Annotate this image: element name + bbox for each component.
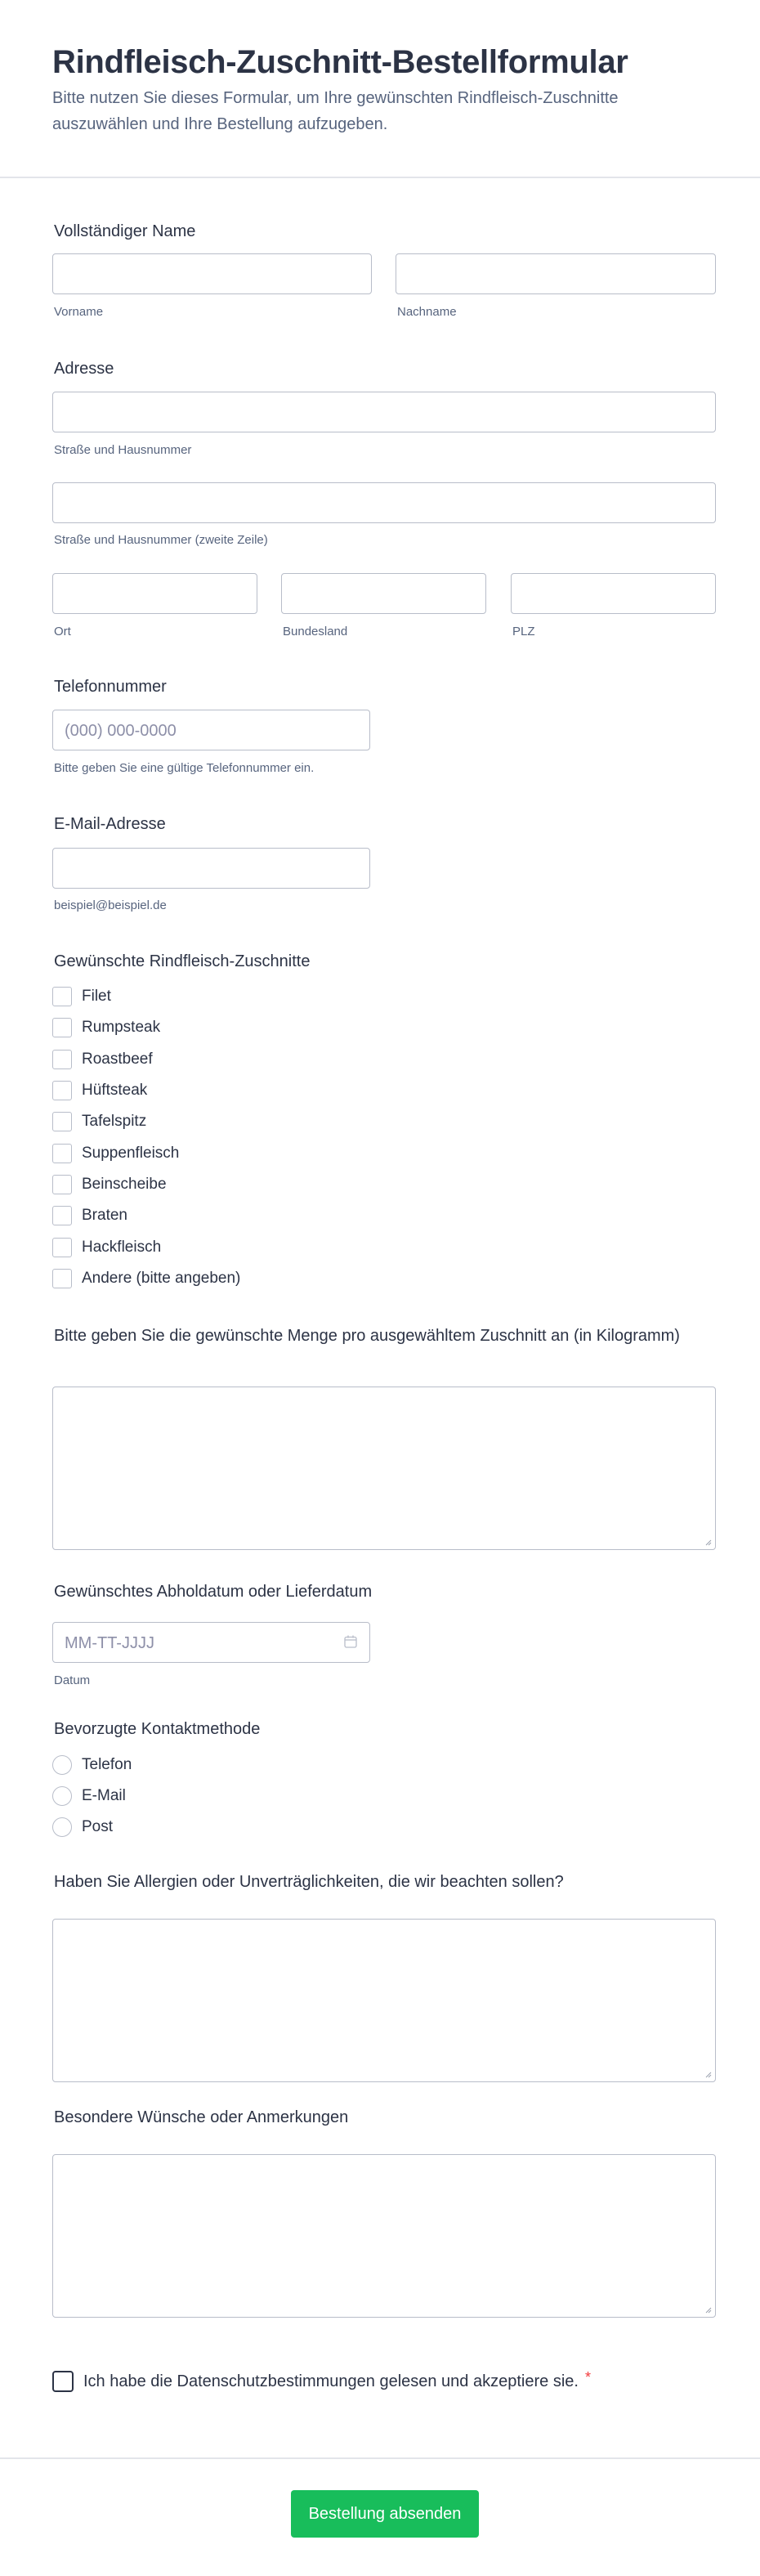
cut-checkbox[interactable] (52, 1206, 72, 1225)
cuts-label: Gewünschte Rindfleisch-Zuschnitte (54, 952, 311, 970)
street-line2-input[interactable] (52, 482, 716, 523)
email-input[interactable] (52, 848, 370, 889)
last-name-input[interactable] (396, 253, 716, 294)
cut-option[interactable] (52, 1234, 161, 1261)
zip-sublabel: PLZ (512, 625, 535, 638)
cut-option-label: Suppenfleisch (82, 1145, 180, 1162)
cut-option-label: Tafelspitz (82, 1113, 147, 1130)
first-name-input[interactable] (52, 253, 372, 294)
cut-checkbox[interactable] (52, 1175, 72, 1194)
cut-option-label: Filet (82, 988, 111, 1005)
cut-checkbox[interactable] (52, 1269, 72, 1288)
cut-option[interactable] (52, 983, 111, 1010)
email-hint: beispiel@beispiel.de (54, 898, 167, 912)
cut-option[interactable] (52, 1077, 147, 1104)
cut-option[interactable] (52, 1140, 179, 1167)
cut-option-label: Hüftsteak (82, 1082, 148, 1099)
cut-option-label: Beinscheibe (82, 1176, 167, 1193)
street-sublabel: Straße und Hausnummer (54, 443, 192, 457)
cut-checkbox[interactable] (52, 1081, 72, 1100)
street-line2-sublabel: Straße und Hausnummer (zweite Zeile) (54, 533, 268, 547)
cut-option-label: Hackfleisch (82, 1239, 162, 1256)
address-label: Adresse (54, 360, 114, 378)
full-name-label: Vollständiger Name (54, 222, 196, 240)
consent-row[interactable] (52, 2369, 591, 2394)
phone-hint: Bitte geben Sie eine gültige Telefonnummer ein. (54, 761, 315, 775)
consent-label: Ich habe die Datenschutzbestimmungen gelesen und akzeptiere sie. (83, 2372, 579, 2390)
quantity-textarea[interactable] (52, 1387, 716, 1550)
form-title: Rindfleisch-Zuschnitt-Bestellformular (52, 44, 628, 80)
contact-option-label: Telefon (82, 1756, 132, 1773)
cut-checkbox[interactable] (52, 1144, 72, 1163)
city-input[interactable] (52, 573, 257, 614)
allergies-textarea[interactable] (52, 1919, 716, 2082)
contact-option-label: E-Mail (82, 1787, 126, 1804)
allergies-label: Haben Sie Allergien oder Unverträglichkeiten, die wir beachten sollen? (54, 1873, 564, 1891)
notes-label: Besondere Wünsche oder Anmerkungen (54, 2108, 349, 2126)
contact-radio[interactable] (52, 1755, 72, 1775)
cut-option[interactable] (52, 1172, 167, 1198)
form-body (0, 178, 760, 2523)
last-name-sublabel: Nachname (397, 305, 457, 319)
consent-checkbox[interactable] (52, 2371, 74, 2392)
form-footer (0, 2457, 760, 2523)
cut-option[interactable] (52, 1203, 127, 1229)
contact-option[interactable] (52, 1814, 113, 1840)
contact-radio[interactable] (52, 1817, 72, 1837)
cut-option-label: Braten (82, 1207, 127, 1224)
phone-input[interactable] (52, 710, 370, 750)
cut-checkbox[interactable] (52, 987, 72, 1006)
street-input[interactable] (52, 392, 716, 432)
state-sublabel: Bundesland (283, 625, 348, 638)
city-sublabel: Ort (54, 625, 71, 638)
form-header (0, 0, 760, 178)
contact-option-label: Post (82, 1818, 114, 1835)
email-label: E-Mail-Adresse (54, 815, 166, 833)
contact-option[interactable] (52, 1783, 126, 1809)
cut-option[interactable] (52, 1266, 240, 1292)
contact-label: Bevorzugte Kontaktmethode (54, 1720, 261, 1738)
date-input[interactable] (52, 1622, 370, 1663)
first-name-sublabel: Vorname (54, 305, 104, 319)
state-input[interactable] (281, 573, 486, 614)
resize-grip-icon[interactable] (704, 2305, 712, 2314)
cut-option-label: Rumpsteak (82, 1019, 161, 1036)
cut-checkbox[interactable] (52, 1018, 72, 1037)
contact-radio[interactable] (52, 1786, 72, 1806)
cut-option-label: Andere (bitte angeben) (82, 1270, 241, 1287)
phone-label: Telefonnummer (54, 678, 167, 696)
cut-checkbox[interactable] (52, 1050, 72, 1069)
contact-option[interactable] (52, 1752, 132, 1778)
cut-checkbox[interactable] (52, 1238, 72, 1257)
submit-button[interactable]: Bestellung absenden (291, 2490, 479, 2538)
cut-checkbox[interactable] (52, 1112, 72, 1131)
date-placeholder: MM-TT-JJJJ (65, 1634, 154, 1652)
resize-grip-icon[interactable] (704, 1538, 712, 1546)
zip-input[interactable] (511, 573, 716, 614)
quantity-label: Bitte geben Sie die gewünschte Menge pro ausgewähltem Zuschnitt an (in Kilogramm) (54, 1327, 680, 1345)
cut-option[interactable] (52, 1015, 160, 1041)
cut-option[interactable] (52, 1109, 146, 1135)
date-label: Gewünschtes Abholdatum oder Lieferdatum (54, 1583, 373, 1601)
notes-textarea[interactable] (52, 2154, 716, 2318)
cut-option-label: Roastbeef (82, 1051, 153, 1068)
date-sublabel: Datum (54, 1673, 91, 1687)
form-subtitle: Bitte nutzen Sie dieses Formular, um Ihre gewünschten Rindfleisch-Zuschnitte auszuwählen und Ihre Bestellung aufzugeben. (52, 89, 619, 133)
cut-option[interactable] (52, 1046, 153, 1073)
phone-placeholder: (000) 000-0000 (65, 722, 177, 740)
required-mark: * (584, 2368, 591, 2386)
calendar-icon[interactable] (343, 1634, 358, 1649)
resize-grip-icon[interactable] (704, 2070, 712, 2078)
